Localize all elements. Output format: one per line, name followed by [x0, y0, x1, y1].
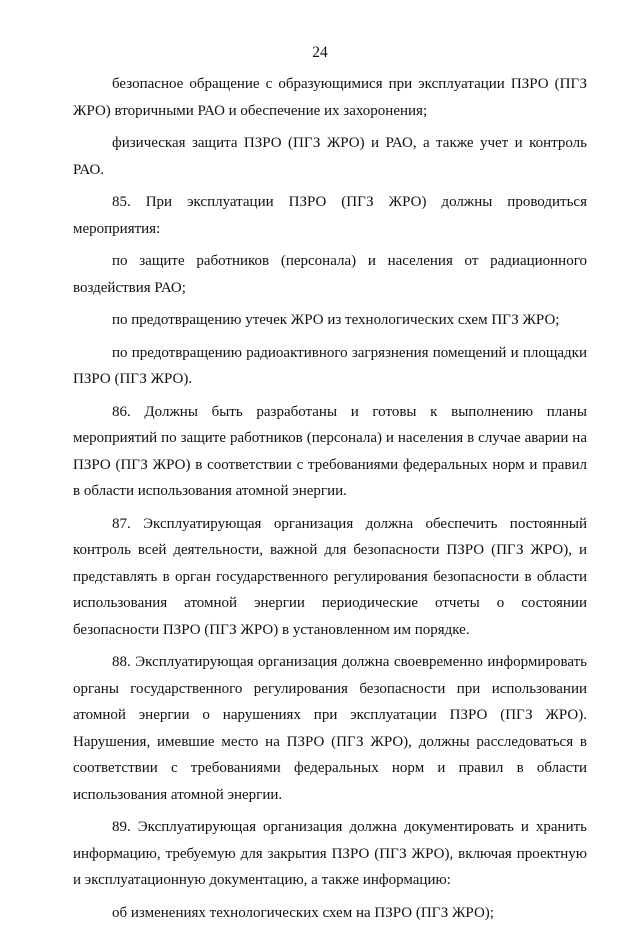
- paragraph-leak-prevention: по предотвращению утечек ЖРО из технологических схем ПГЗ ЖРО;: [112, 312, 560, 328]
- paragraph-scheme-changes: об изменениях технологических схем на ПЗРО (ПГЗ ЖРО);: [112, 904, 494, 921]
- paragraph-worker-protection: по защите работников (персонала) и населения от радиационного воздействия РАО;: [73, 253, 587, 296]
- document-body: [73, 71, 587, 932]
- paragraph-item-87: 87. Эксплуатирующая организация должна обеспечить постоянный контроль всей деятельности, важной для безопасности ПЗРО (ПГЗ ЖРО), и представлять в орган государственного регулирования безопасности в области использования атомной энергии периодические отчеты о состоянии безопасности ПЗРО (ПГЗ ЖРО) в установленном им порядке.: [73, 515, 587, 638]
- paragraph-item-89: 89. Эксплуатирующая организация должна документировать и хранить информацию, требуемую для закрытия ПЗРО (ПГЗ ЖРО), включая проектную и эксплуатационную документацию, а также информацию:: [73, 819, 587, 888]
- paragraph-contamination-prevention: по предотвращению радиоактивного загрязнения помещений и площадки ПЗРО (ПГЗ ЖРО).: [73, 344, 587, 387]
- paragraph-item-85: 85. При эксплуатации ПЗРО (ПГЗ ЖРО) должны проводиться мероприятия:: [73, 194, 587, 237]
- paragraph-item-86: 86. Должны быть разработаны и готовы к выполнению планы мероприятий по защите работников (персонала) и населения в случае аварии на ПЗРО (ПГЗ ЖРО) в соответствии с требованиями федеральных норм и правил в области использования атомной энергии.: [73, 403, 587, 499]
- paragraph-physical-protection: физическая защита ПЗРО (ПГЗ ЖРО) и РАО, а также учет и контроль РАО.: [73, 135, 587, 178]
- paragraph-item-88: 88. Эксплуатирующая организация должна своевременно информировать органы государственного регулирования безопасности при использовании атомной энергии о нарушениях при эксплуатации ПЗРО (ПГЗ ЖРО). Нарушения, имевшие место на ПЗРО (ПГЗ ЖРО), должны расследоваться в соответствии с требованиями федеральных норм и правил в области использования атомной энергии.: [73, 654, 587, 803]
- page-number: 24: [312, 44, 328, 61]
- paragraph-safe-handling: безопасное обращение с образующимися при эксплуатации ПЗРО (ПГЗ ЖРО) вторичными РАО и обеспечение их захоронения;: [73, 76, 587, 119]
